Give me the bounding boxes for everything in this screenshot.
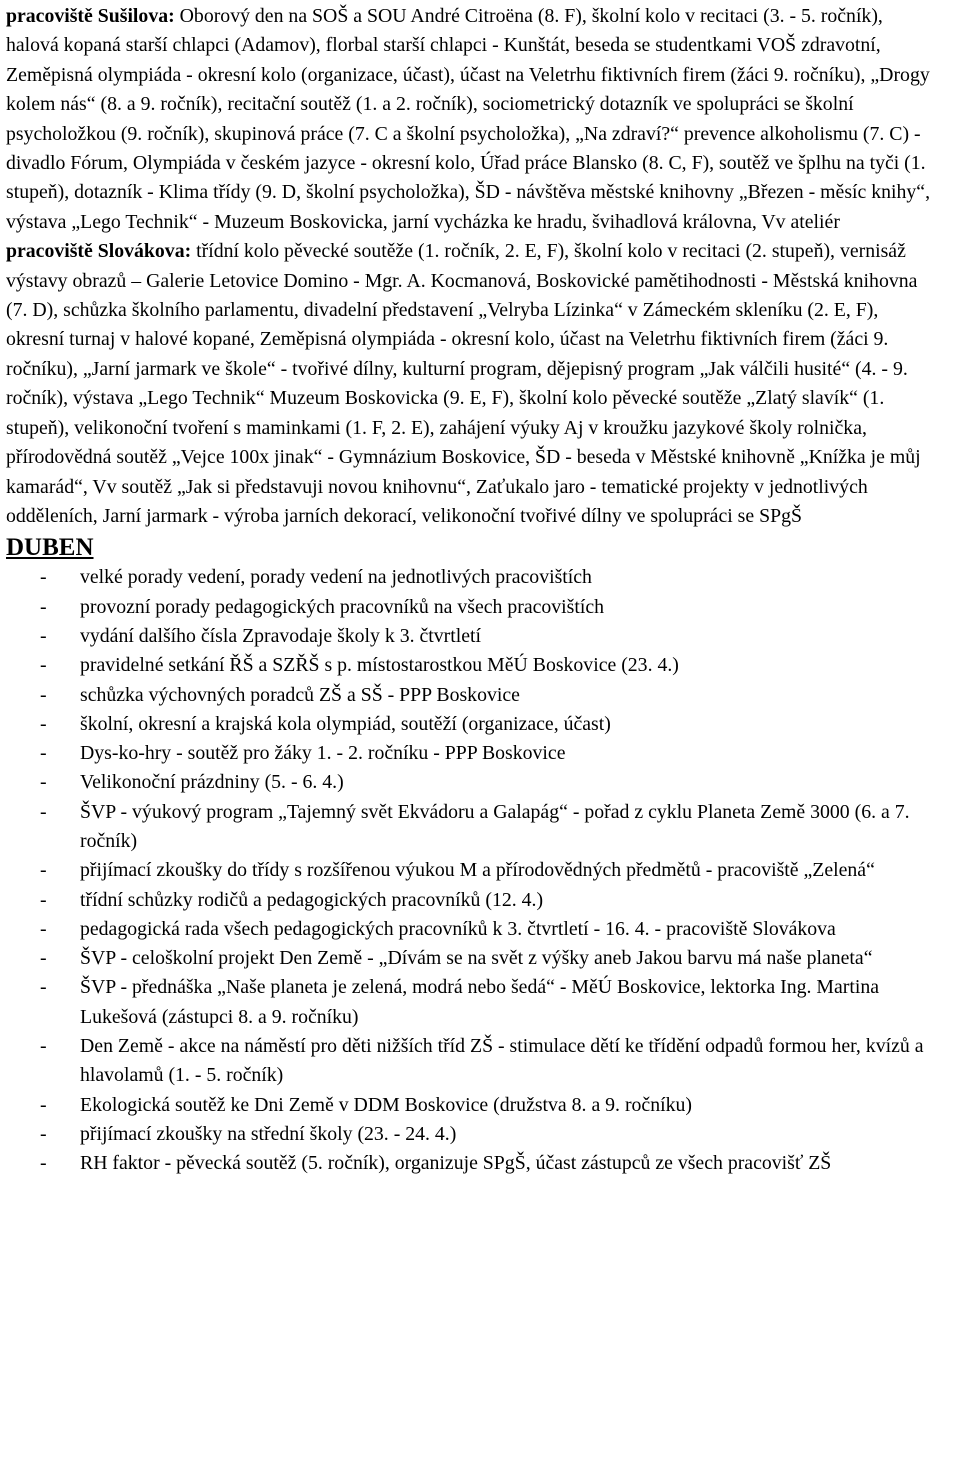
april-list bbox=[6, 563, 938, 1178]
paragraph-slovakova bbox=[6, 237, 938, 531]
paragraph-label: pracoviště Sušilova: bbox=[6, 5, 175, 27]
list-item bbox=[6, 563, 938, 592]
list-item-text: přijímací zkoušky do třídy s rozšířenou výukou M a přírodovědných předmětů - pracoviště „Zelená“ bbox=[80, 859, 875, 882]
list-item bbox=[6, 593, 938, 622]
list-dash: - bbox=[40, 712, 47, 735]
paragraph-label: pracoviště Slovákova: bbox=[6, 240, 192, 263]
list-item-text: pravidelné setkání ŘŠ a SZŘŠ s p. místostarostkou MěÚ Boskovice (23. 4.) bbox=[80, 654, 679, 677]
list-item bbox=[6, 944, 938, 973]
list-item bbox=[6, 915, 938, 944]
list-item bbox=[6, 856, 938, 885]
list-item bbox=[6, 622, 938, 651]
list-dash: - bbox=[40, 888, 47, 911]
list-dash: - bbox=[40, 859, 47, 882]
list-item-text: schůzka výchovných poradců ZŠ a SŠ - PPP Boskovice bbox=[80, 683, 520, 706]
list-dash: - bbox=[40, 683, 47, 706]
list-item-text: Dys-ko-hry - soutěž pro žáky 1. - 2. ročníku - PPP Boskovice bbox=[80, 742, 566, 765]
list-dash: - bbox=[40, 566, 47, 589]
list-item bbox=[6, 1120, 938, 1149]
list-item-text: pedagogická rada všech pedagogických pracovníků k 3. čtvrtletí - 16. 4. - pracoviště Slovákova bbox=[80, 917, 836, 940]
month-heading: DUBEN bbox=[6, 534, 94, 562]
list-dash: - bbox=[40, 595, 47, 618]
list-item-text: RH faktor - pěvecká soutěž (5. ročník), organizuje SPgŠ, účast zástupců ze všech pracovišť ZŠ bbox=[80, 1152, 832, 1175]
paragraph-text: třídní kolo pěvecké soutěže (1. ročník, 2. E, F), školní kolo v recitaci (2. stupeň), vernisáž výstavy obrazů – Galerie Letovice Domino - Mgr. A. Kocmanová, Boskovické pamětihodnosti - Městská knihovna (7. D), schůzka školního parlamentu, divadelní představení „Velryba Lízinka“ v Zámeckém skleníku (2. E, F), okresní turnaj v halové kopané, Zeměpisná olympiáda - okresní kolo, účast na Veletrhu fiktivních firem (žáci 9. ročníku), „Jarní jarmark ve škole“ - tvořivé dílny, kulturní program, dějepisný program „Jak válčili husité“ (4. - 9. ročník), výstava „Lego Technik“ Muzeum Boskovicka (9. E, F), školní kolo pěvecké soutěže „Zlatý slavík“ (1. stupeň), velikonoční tvoření s maminkami (1. F, 2. E), zahájení výuky Aj v kroužku jazykové školy rolnička, přírodovědná soutěž „Vejce 100x jinak“ - Gymnázium Boskovice, ŠD - beseda v Městské knihovně „Knížka je můj kamarád“, Vv soutěž „Jak si představuji novou knihovnu“, Zaťukalo jaro - tematické projekty v jednotlivých odděleních, Jarní jarmark - výroba jarních dekorací, velikonoční tvořivé dílny ve spolupráci se SPgŠ bbox=[6, 240, 921, 527]
list-dash: - bbox=[40, 917, 47, 940]
list-item bbox=[6, 798, 938, 857]
list-item bbox=[6, 739, 938, 768]
list-item-text: ŠVP - přednáška „Naše planeta je zelená, modrá nebo šedá“ - MěÚ Boskovice, lektorka Ing. Martina Lukešová (zástupci 8. a 9. ročníku) bbox=[80, 976, 880, 1028]
list-dash: - bbox=[40, 976, 47, 999]
list-dash: - bbox=[40, 1035, 47, 1058]
list-dash: - bbox=[40, 800, 47, 823]
list-item-text: velké porady vedení, porady vedení na jednotlivých pracovištích bbox=[80, 566, 592, 589]
list-dash: - bbox=[40, 654, 47, 677]
list-dash: - bbox=[40, 624, 47, 647]
paragraph-susilova bbox=[6, 2, 938, 237]
list-item-text: školní, okresní a krajská kola olympiád, soutěží (organizace, účast) bbox=[80, 712, 611, 735]
list-dash: - bbox=[40, 1152, 47, 1175]
list-item-text: ŠVP - výukový program „Tajemný svět Ekvádoru a Galapág“ - pořad z cyklu Planeta Země 3000 (6. a 7. ročník) bbox=[80, 800, 910, 852]
list-item bbox=[6, 886, 938, 915]
list-item-text: ŠVP - celoškolní projekt Den Země - „Dívám se na svět z výšky aneb Jakou barvu má naše planeta“ bbox=[80, 947, 873, 970]
list-item bbox=[6, 651, 938, 680]
list-item bbox=[6, 1149, 938, 1178]
list-dash: - bbox=[40, 771, 47, 794]
list-item-text: Velikonoční prázdniny (5. - 6. 4.) bbox=[80, 771, 344, 794]
list-item-text: Den Země - akce na náměstí pro děti nižších tříd ZŠ - stimulace dětí ke třídění odpadů formou her, kvízů a hlavolamů (1. - 5. ročník) bbox=[80, 1035, 924, 1087]
list-item-text: vydání dalšího čísla Zpravodaje školy k 3. čtvrtletí bbox=[80, 624, 482, 647]
list-item-text: třídní schůzky rodičů a pedagogických pracovníků (12. 4.) bbox=[80, 888, 544, 911]
list-item bbox=[6, 1032, 938, 1091]
list-dash: - bbox=[40, 947, 47, 970]
paragraph-text: Oborový den na SOŠ a SOU André Citroëna (8. F), školní kolo v recitaci (3. - 5. ročník), halová kopaná starší chlapci (Adamov), florbal starší chlapci - Kunštát, beseda se studentkami VOŠ zdravotní, Zeměpisná olympiáda - okresní kolo (organizace, účast), účast na Veletrhu fiktivních firem (žáci 9. ročníku), „Drogy kolem nás“ (8. a 9. ročník), recitační soutěž (1. a 2. ročník), sociometrický dotazník ve spolupráci se školní psycholožkou (9. ročník), skupinová práce (7. C a školní psycholožka), „Na zdraví?“ prevence alkoholismu (7. C) - divadlo Fórum, Olympiáda v českém jazyce - okresní kolo, Úřad práce Blansko (8. C, F), soutěž ve šplhu na tyči (1. stupeň), dotazník - Klima třídy (9. D, školní psycholožka), ŠD - návštěva městské knihovny „Březen - měsíc knihy“, výstava „Lego Technik“ - Muzeum Boskovicka, jarní vycházka ke hradu, švihadlová královna, Vv ateliér bbox=[6, 5, 931, 233]
list-item-text: provozní porady pedagogických pracovníků na všech pracovištích bbox=[80, 595, 605, 618]
list-item-text: Ekologická soutěž ke Dni Země v DDM Boskovice (družstva 8. a 9. ročníku) bbox=[80, 1093, 692, 1116]
list-item-text: přijímací zkoušky na střední školy (23. - 24. 4.) bbox=[80, 1122, 457, 1145]
list-dash: - bbox=[40, 742, 47, 765]
list-dash: - bbox=[40, 1122, 47, 1145]
list-item bbox=[6, 768, 938, 797]
list-item bbox=[6, 1091, 938, 1120]
list-dash: - bbox=[40, 1093, 47, 1116]
list-item bbox=[6, 681, 938, 710]
list-item bbox=[6, 973, 938, 1032]
list-item bbox=[6, 710, 938, 739]
